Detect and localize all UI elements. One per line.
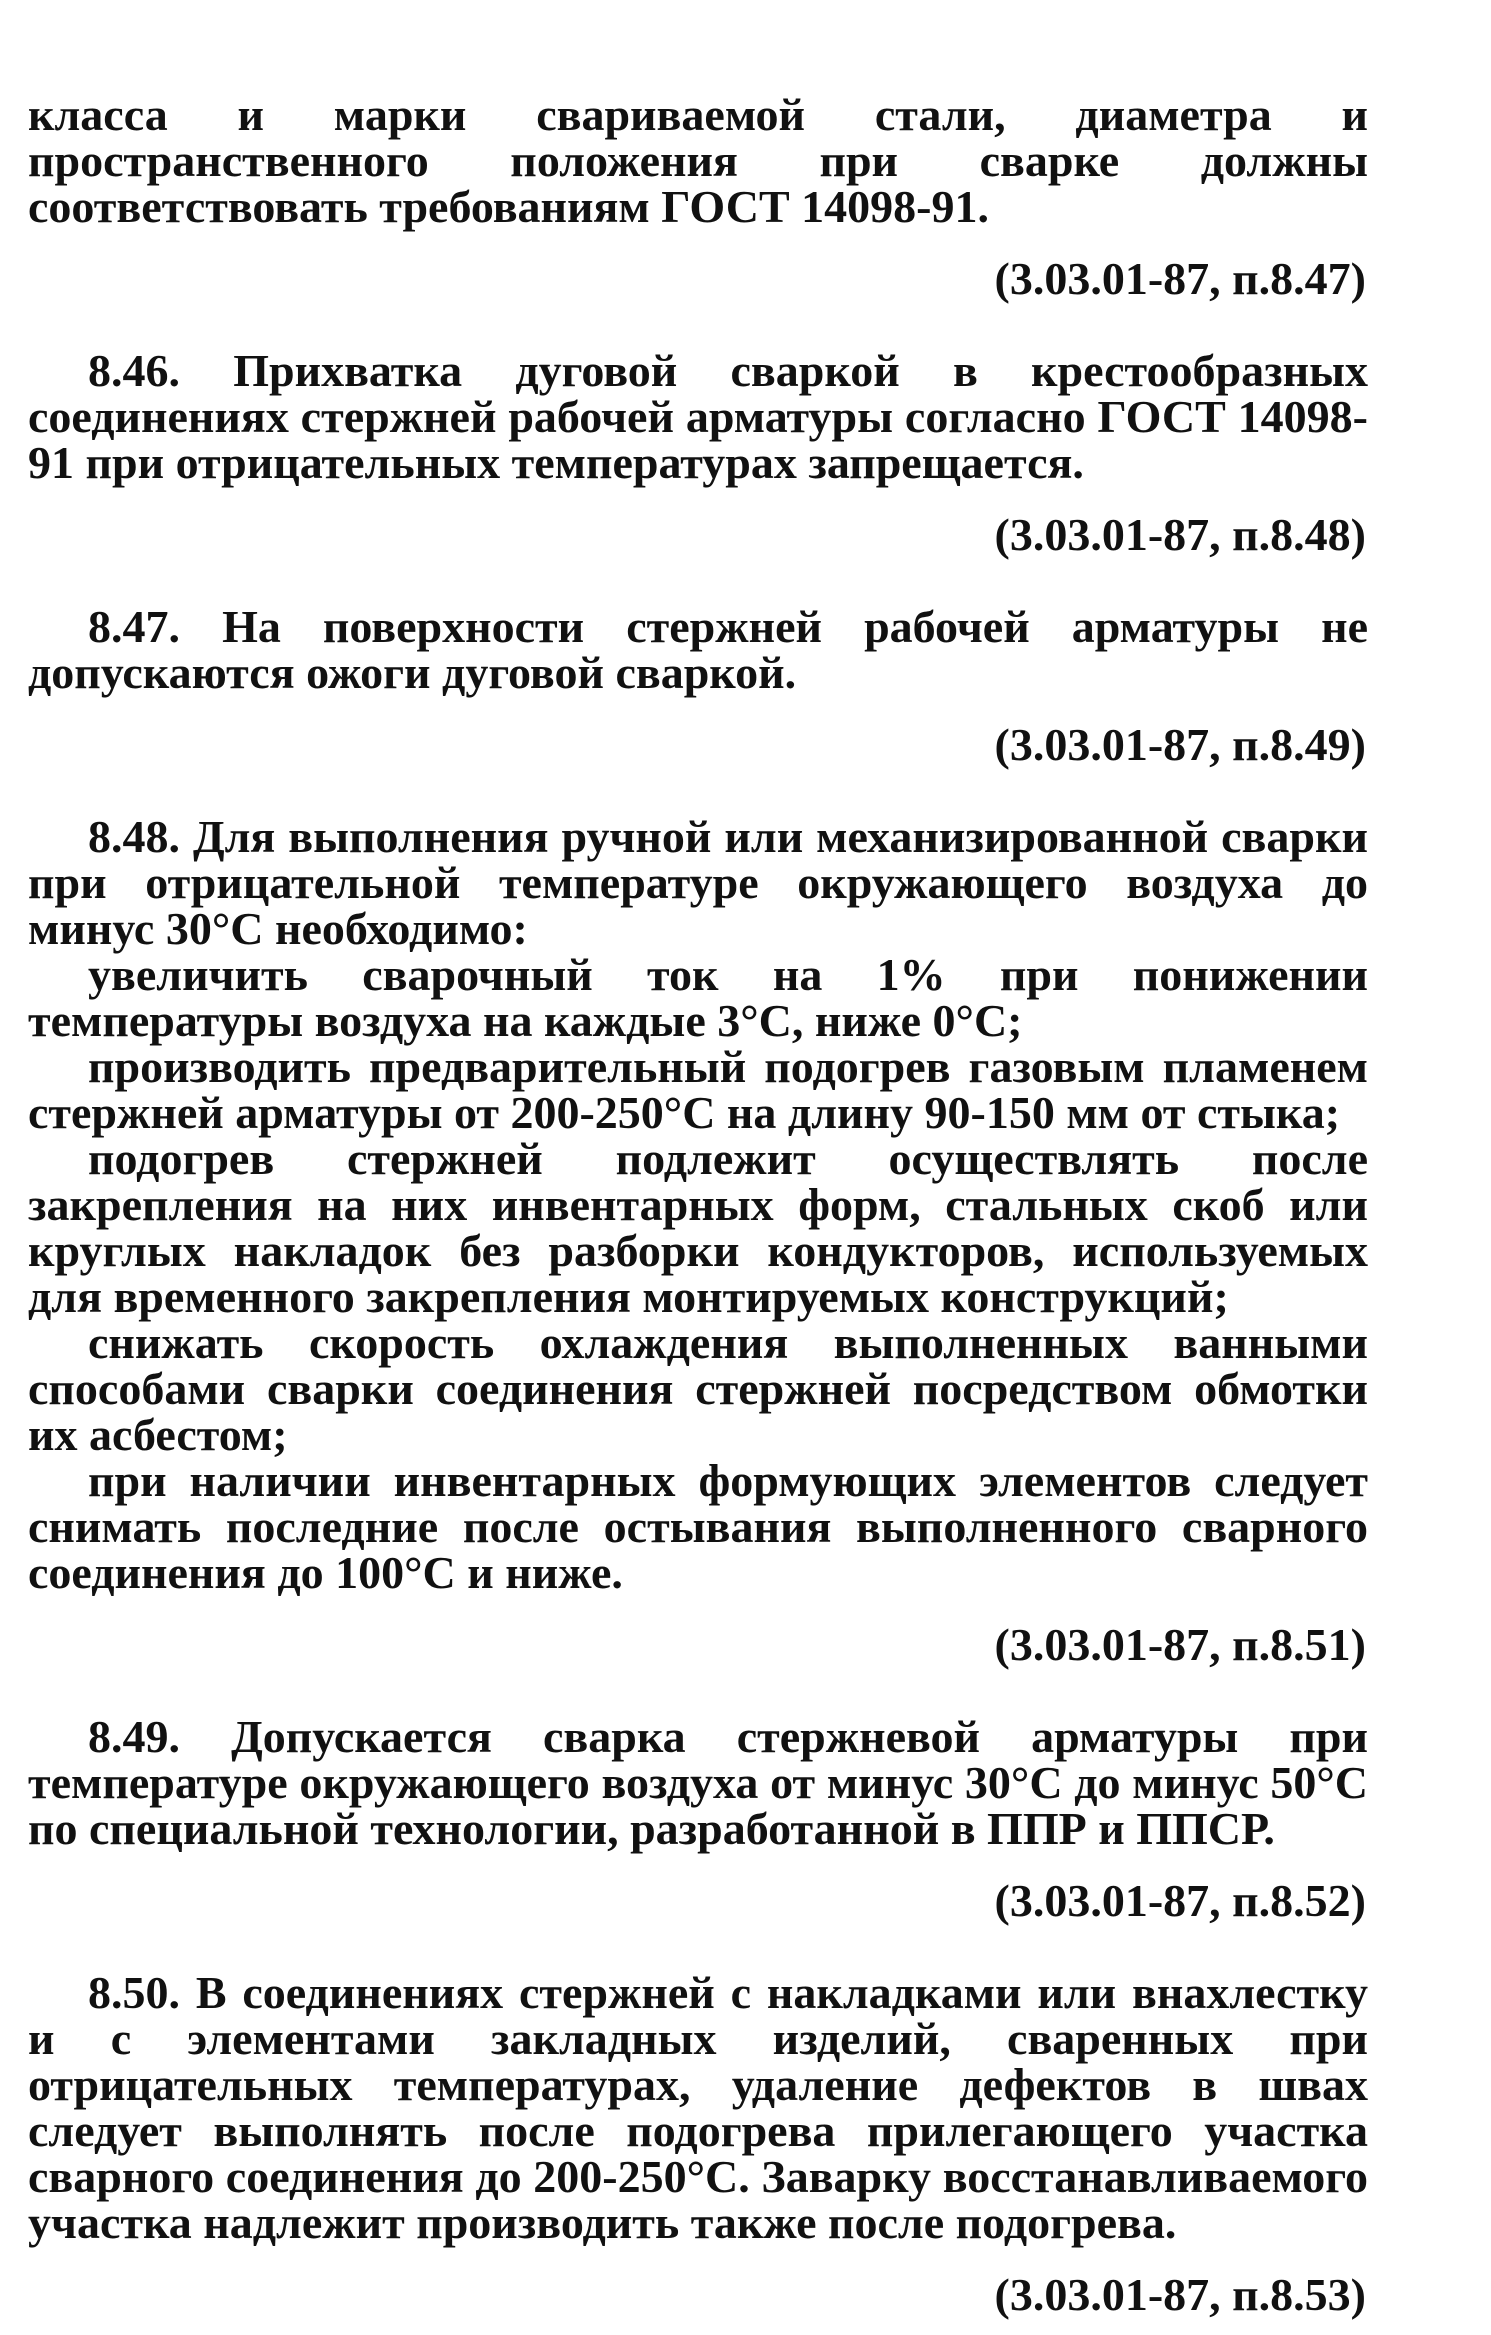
intro-paragraph: класса и марки свариваемой стали, диаметра и пространственного положения при сварке должны соответствовать требованиям ГОСТ 14098-91. [28, 89, 1368, 232]
list-item: увеличить сварочный ток на 1% при понижении температуры воздуха на каждые 3°С, ниже 0°С; [28, 949, 1368, 1046]
section-8-50 [28, 1967, 1368, 2320]
reference-label: (3.03.01-87, п.8.53) [994, 2269, 1366, 2320]
section-8-46 [28, 345, 1368, 560]
section-8-47 [28, 601, 1368, 770]
section-paragraph: 8.50. В соединениях стержней с накладками или внахлестку и с элементами закладных изделий, сваренных при отрицательных температурах, удаление дефектов в швах следует выполнять после подогрева прилегающего участка сварного соединения до 200-250°С. Заварку восстанавливаемого участка надлежит производить также после подогрева. [28, 1967, 1368, 2248]
section-8-48 [28, 811, 1368, 1670]
section-paragraph: 8.46. Прихватка дуговой сваркой в крестообразных соединениях стержней рабочей арматуры согласно ГОСТ 14098-91 при отрицательных температурах запрещается. [28, 345, 1368, 488]
list-item: при наличии инвентарных формующих элементов следует снимать последние после остывания выполненного сварного соединения до 100°С и ниже. [28, 1455, 1368, 1598]
section-paragraph: 8.49. Допускается сварка стержневой арматуры при температуре окружающего воздуха от минус 30°С до минус 50°С по специальной технологии, разработанной в ППР и ППСР. [28, 1711, 1368, 1854]
list-item: снижать скорость охлаждения выполненных ванными способами сварки соединения стержней посредством обмотки их асбестом; [28, 1317, 1368, 1460]
list-item: производить предварительный подогрев газовым пламенем стержней арматуры от 200-250°С на длину 90-150 мм от стыка; [28, 1041, 1368, 1138]
section-paragraph: 8.48. Для выполнения ручной или механизированной сварки при отрицательной температуре окружающего воздуха до минус 30°С необходимо: [28, 811, 1368, 954]
reference-label: (3.03.01-87, п.8.48) [994, 509, 1366, 560]
section-paragraph: 8.47. На поверхности стержней рабочей арматуры не допускаются ожоги дуговой сваркой. [28, 601, 1368, 698]
reference-label: (3.03.01-87, п.8.49) [994, 719, 1366, 770]
section-8-49 [28, 1711, 1368, 1926]
reference-label: (3.03.01-87, п.8.52) [994, 1875, 1366, 1926]
document-page [28, 89, 1368, 2320]
reference-label: (3.03.01-87, п.8.47) [994, 253, 1366, 304]
reference-label: (3.03.01-87, п.8.51) [994, 1619, 1366, 1670]
list-item: подогрев стержней подлежит осуществлять после закрепления на них инвентарных форм, стальных скоб или круглых накладок без разборки кондукторов, используемых для временного закрепления монтируемых конструкций; [28, 1133, 1368, 1322]
